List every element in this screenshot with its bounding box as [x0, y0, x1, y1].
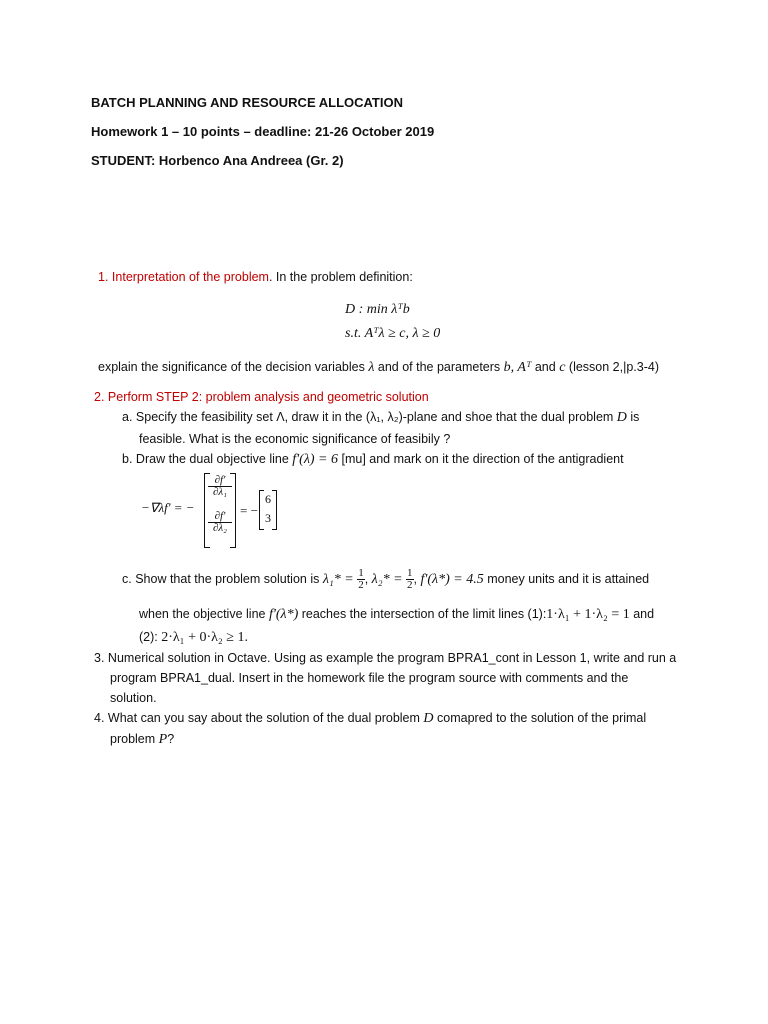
gradient-num-2: ∂f'	[208, 511, 232, 523]
q2c-frac1-num: 1	[358, 567, 364, 579]
q2c-frac1-den: 2	[358, 579, 364, 591]
q2c-fl: f'(λ*)	[268, 607, 299, 622]
q2a-label: a.	[122, 410, 133, 424]
homework-label: Homework 1	[91, 124, 169, 139]
q3-line1	[94, 651, 676, 665]
gradient-num-1: ∂f'	[208, 475, 232, 487]
q4-text1a: What can you say about the solution of the dual problem	[107, 711, 420, 725]
q2c-frac2	[406, 568, 414, 591]
q1-explain-text-b: and of the parameters	[377, 360, 501, 374]
homework-details: – 10 points – deadline: 21-26 October 2019	[168, 124, 435, 139]
q2a-D: D	[616, 410, 627, 425]
q4-text2a: problem	[110, 732, 156, 746]
q2c-label: c.	[122, 571, 132, 586]
q2-heading	[94, 390, 429, 404]
q2b-text2: [mu] and mark on it the direction of the antigradient	[341, 452, 624, 466]
q2c-fvalue: f'(λ*) = 4.5	[420, 571, 484, 587]
gradient-value-1: 6	[265, 492, 271, 506]
q2c-line1: c. Show that the problem solution is λ₁* = $\frac{1}{2}$ , λ₂* = $\frac{1}{2}$ , f'(λ*) = 4.5 money units and it is attained	[122, 567, 650, 591]
q2b-text1: Draw the dual objective line	[135, 452, 289, 466]
q1-heading	[98, 270, 413, 284]
q2a-line1	[122, 410, 639, 426]
q1-lambda: λ	[368, 360, 375, 375]
q2c-frac2-num: 1	[407, 567, 413, 579]
q1-c-var: c	[559, 360, 566, 375]
q2c-text2: money units and it is attained	[487, 571, 650, 586]
q1-explain-text-a: explain the significance of the decision variables	[98, 360, 365, 374]
student-name: Horbenco Ana Andreea (Gr. 2)	[155, 153, 344, 168]
q2b-line	[122, 452, 624, 468]
document-title: BATCH PLANNING AND RESOURCE ALLOCATION	[91, 95, 403, 110]
q1-explain-text-c: and	[534, 360, 556, 374]
gradient-vector	[204, 473, 236, 548]
q2c-frac1	[357, 568, 365, 591]
q4-line2	[110, 732, 174, 748]
q1-params: b, Aᵀ	[503, 360, 532, 375]
dual-objective-equation: D : min λᵀb	[345, 302, 410, 317]
q4-D: D	[423, 711, 434, 726]
q2a-text1: Specify the feasibility set Λ, draw it in the (λ₁, λ₂)-plane and shoe that the dual problem	[135, 410, 614, 424]
q4-number: 4.	[94, 711, 105, 725]
q2c-line3a: (2):	[139, 630, 158, 644]
gradient-equals: = −	[240, 503, 258, 518]
q2-number: 2.	[94, 390, 105, 404]
q2c-line2a: when the objective line	[139, 607, 266, 621]
q1-title: Interpretation of the problem	[111, 270, 269, 284]
homework-line	[91, 124, 434, 139]
q2c-text1: Show that the problem solution is	[135, 571, 320, 586]
q3-line3: solution.	[110, 691, 157, 705]
dual-constraint-equation: s.t. Aᵀλ ≥ c, λ ≥ 0	[345, 326, 441, 341]
gradient-den-2: ∂λ₂	[212, 522, 228, 534]
q4-P: P	[158, 732, 168, 747]
q2-title: Perform STEP 2: problem analysis and geometric solution	[107, 390, 429, 404]
q4-text1b: comapred to the solution of the primal	[437, 711, 647, 725]
q3-number: 3.	[94, 651, 105, 665]
student-label: STUDENT:	[91, 153, 156, 168]
q3-text1: Numerical solution in Octave. Using as example the program BPRA1_cont in Lesson 1, write and run a	[107, 651, 677, 665]
student-line	[91, 153, 344, 168]
q2a-line2: feasible. What is the economic significance of feasibily ?	[139, 432, 451, 446]
q2c-lambda1: λ₁* =	[322, 571, 354, 587]
limit-line-2: 2·λ₁ + 0·λ₂ ≥ 1.	[161, 630, 248, 645]
gradient-den-1: ∂λ₁	[212, 486, 228, 498]
q2c-line3	[139, 630, 248, 646]
q4-text2b: ?	[167, 732, 175, 746]
q2c-frac2-den: 2	[407, 579, 413, 591]
q2c-and: and	[633, 607, 655, 621]
q4-line1	[94, 711, 646, 727]
q3-line2: program BPRA1_dual. Insert in the homework file the program source with comments and the	[110, 671, 629, 685]
q2c-line2b: reaches the intersection of the limit lines (1):	[301, 607, 547, 621]
q2b-formula: f'(λ) = 6	[292, 452, 338, 467]
antigradient-lhs: −∇λf' = −	[141, 500, 195, 515]
gradient-value-2: 3	[265, 511, 271, 525]
limit-line-1: 1·λ₁ + 1·λ₂ = 1	[546, 607, 630, 622]
q2a-is: is	[630, 410, 640, 424]
q1-intro: . In the problem definition:	[268, 270, 413, 284]
q1-number: 1.	[98, 270, 109, 284]
q2c-lambda2: λ₂* =	[371, 571, 403, 587]
q1-lesson-ref: (lesson 2,|p.3-4)	[568, 360, 660, 374]
q2b-label: b.	[122, 452, 133, 466]
q1-explain	[98, 360, 659, 376]
q2c-line2	[139, 607, 654, 623]
gradient-value-vector	[259, 490, 277, 530]
